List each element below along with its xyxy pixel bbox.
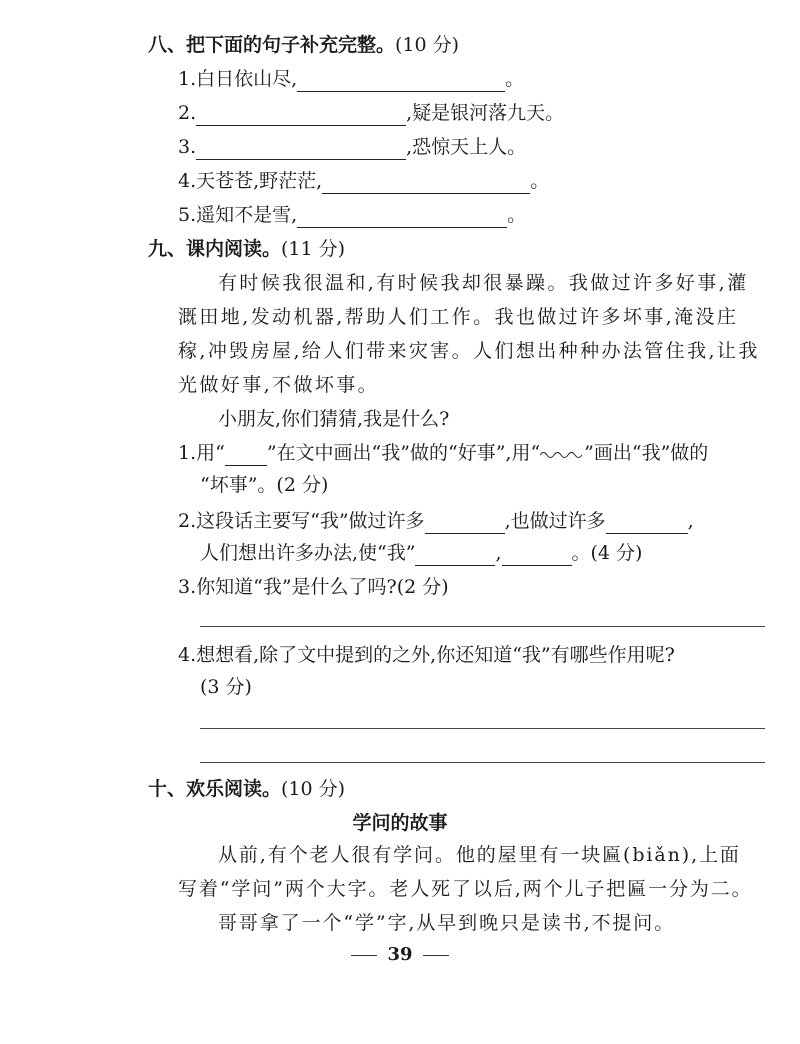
section-8-heading (148, 32, 459, 58)
fill-blank-3[interactable] (196, 139, 406, 160)
passage-line: 溉田地,发动机器,帮助人们工作。我也做过许多坏事,淹没庄 (178, 306, 739, 328)
fill-item-1-prefix: 1.白日依山尽, (178, 68, 298, 90)
section-9-title: 九、课内阅读。 (148, 238, 282, 260)
q3-answer-line[interactable] (200, 626, 765, 627)
question-2-part: , (687, 510, 694, 532)
page-number-dash-right (423, 955, 449, 956)
passage-question: 小朋友,你们猜猜,我是什么? (218, 408, 450, 430)
question-4: 4.想想看,除了文中提到的之外,你还知道“我”有哪些作用呢? (178, 644, 675, 666)
page-number-value: 39 (387, 944, 413, 965)
fill-blank-5[interactable] (297, 207, 507, 228)
fill-item-4-suffix: 。 (530, 170, 550, 192)
fill-item-1-suffix: 。 (505, 68, 525, 90)
question-2-part: ,也做过许多 (504, 510, 606, 532)
page-number-dash-left (351, 955, 377, 956)
passage-line: 光做好事,不做坏事。 (178, 374, 380, 396)
fill-blank-2[interactable] (196, 105, 406, 126)
q2-blank-3[interactable] (415, 545, 495, 566)
section-10-points: (10 分) (281, 778, 346, 800)
question-4-points: (3 分) (200, 676, 252, 698)
fill-item-4 (178, 168, 549, 194)
question-3: 3.你知道“我”是什么了吗?(2 分) (178, 576, 449, 598)
fill-blank-4[interactable] (322, 173, 530, 194)
straight-line-symbol (225, 449, 267, 466)
fill-item-2 (178, 100, 564, 126)
q4-answer-line-2[interactable] (200, 762, 765, 763)
story-title: 学问的故事 (352, 812, 448, 834)
fill-item-2-prefix: 2. (178, 102, 197, 124)
fill-item-3-suffix: ,恐惊天上人。 (406, 136, 527, 158)
question-2 (178, 508, 694, 534)
q2-blank-1[interactable] (425, 513, 505, 534)
fill-item-1 (178, 66, 524, 92)
section-8-points: (10 分) (395, 34, 460, 56)
page-number (0, 944, 800, 965)
question-1-part: ”在文中画出“我”做的“好事”,用“ (266, 442, 541, 464)
question-1-part: ”画出“我”做的 (584, 442, 709, 464)
question-1-part: 1.用“ (178, 442, 225, 464)
section-9-points: (11 分) (281, 238, 346, 260)
fill-item-3-prefix: 3. (178, 136, 197, 158)
section-8-title: 八、把下面的句子补充完整。 (148, 34, 396, 56)
passage-line: 有时候我很温和,有时候我却很暴躁。我做过许多好事,灌 (218, 272, 749, 294)
fill-blank-1[interactable] (297, 71, 505, 92)
q2-blank-2[interactable] (606, 513, 688, 534)
wavy-line-symbol (540, 449, 584, 459)
fill-item-2-suffix: ,疑是银河落九天。 (406, 102, 565, 124)
question-1 (178, 440, 708, 466)
question-2-part: , (495, 542, 502, 564)
fill-item-5 (178, 202, 526, 228)
story-line: 写着“学问”两个大字。老人死了以后,两个儿子把匾一分为二。 (178, 878, 753, 900)
question-2-part: 2.这段话主要写“我”做过许多 (178, 510, 425, 532)
section-10-heading (148, 776, 345, 802)
fill-item-4-prefix: 4.天苍苍,野茫茫, (178, 170, 323, 192)
question-2-part: 。(4 分) (571, 542, 643, 564)
fill-item-3 (178, 134, 526, 160)
q4-answer-line-1[interactable] (200, 728, 765, 729)
section-9-heading (148, 236, 345, 262)
fill-item-5-prefix: 5.遥知不是雪, (178, 204, 298, 226)
story-line: 哥哥拿了一个“学”字,从早到晚只是读书,不提问。 (218, 912, 676, 934)
passage-line: 稼,冲毁房屋,给人们带来灾害。人们想出种种办法管住我,让我 (178, 340, 760, 362)
question-1-cont: “坏事”。(2 分) (200, 474, 329, 496)
q2-blank-4[interactable] (502, 545, 572, 566)
fill-item-5-suffix: 。 (507, 204, 527, 226)
question-2-cont (200, 540, 642, 566)
section-10-title: 十、欢乐阅读。 (148, 778, 282, 800)
question-2-part: 人们想出许多办法,使“我” (200, 542, 416, 564)
story-line: 从前,有个老人很有学问。他的屋里有一块匾(biǎn),上面 (218, 844, 741, 866)
